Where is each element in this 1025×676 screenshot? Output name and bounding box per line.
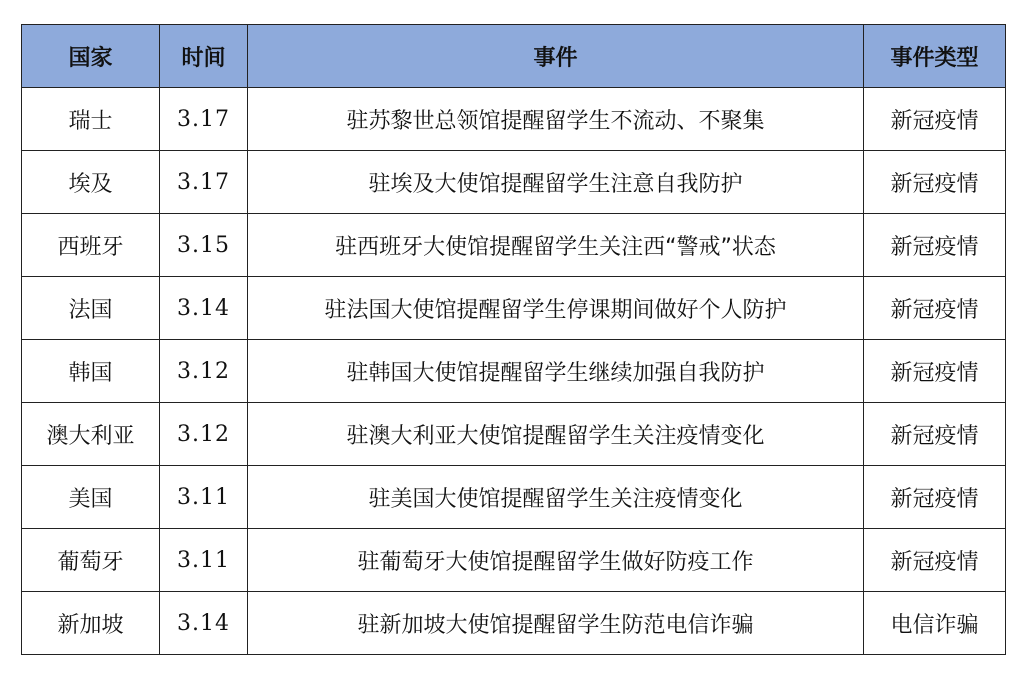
country-cell: 瑞士 bbox=[22, 88, 160, 151]
date-cell: 3.17 bbox=[160, 88, 248, 151]
country-cell: 新加坡 bbox=[22, 592, 160, 655]
embassy-notice-table bbox=[21, 24, 1006, 655]
date-cell: 3.11 bbox=[160, 529, 248, 592]
event-type-cell: 新冠疫情 bbox=[864, 151, 1006, 214]
event-type-cell: 新冠疫情 bbox=[864, 88, 1006, 151]
event-cell: 驻韩国大使馆提醒留学生继续加强自我防护 bbox=[248, 340, 864, 403]
table-row bbox=[22, 151, 1006, 214]
table-row bbox=[22, 214, 1006, 277]
date-cell: 3.12 bbox=[160, 403, 248, 466]
event-cell: 驻澳大利亚大使馆提醒留学生关注疫情变化 bbox=[248, 403, 864, 466]
event-cell: 驻葡萄牙大使馆提醒留学生做好防疫工作 bbox=[248, 529, 864, 592]
header-date: 时间 bbox=[160, 25, 248, 88]
event-cell: 驻法国大使馆提醒留学生停课期间做好个人防护 bbox=[248, 277, 864, 340]
event-cell: 驻埃及大使馆提醒留学生注意自我防护 bbox=[248, 151, 864, 214]
event-type-cell: 新冠疫情 bbox=[864, 214, 1006, 277]
event-cell: 驻新加坡大使馆提醒留学生防范电信诈骗 bbox=[248, 592, 864, 655]
table-header bbox=[22, 25, 1006, 88]
date-cell: 3.12 bbox=[160, 340, 248, 403]
date-cell: 3.11 bbox=[160, 466, 248, 529]
table-row bbox=[22, 529, 1006, 592]
table-body bbox=[22, 88, 1006, 655]
header-country: 国家 bbox=[22, 25, 160, 88]
event-type-cell: 电信诈骗 bbox=[864, 592, 1006, 655]
country-cell: 葡萄牙 bbox=[22, 529, 160, 592]
header-event: 事件 bbox=[248, 25, 864, 88]
event-type-cell: 新冠疫情 bbox=[864, 529, 1006, 592]
country-cell: 西班牙 bbox=[22, 214, 160, 277]
country-cell: 法国 bbox=[22, 277, 160, 340]
header-event-type: 事件类型 bbox=[864, 25, 1006, 88]
country-cell: 澳大利亚 bbox=[22, 403, 160, 466]
table-row bbox=[22, 403, 1006, 466]
country-cell: 韩国 bbox=[22, 340, 160, 403]
event-type-cell: 新冠疫情 bbox=[864, 340, 1006, 403]
event-cell: 驻苏黎世总领馆提醒留学生不流动、不聚集 bbox=[248, 88, 864, 151]
date-cell: 3.15 bbox=[160, 214, 248, 277]
date-cell: 3.14 bbox=[160, 592, 248, 655]
table-row bbox=[22, 340, 1006, 403]
table-row bbox=[22, 88, 1006, 151]
table-row bbox=[22, 466, 1006, 529]
header-row bbox=[22, 25, 1006, 88]
country-cell: 美国 bbox=[22, 466, 160, 529]
table-row bbox=[22, 277, 1006, 340]
event-cell: 驻美国大使馆提醒留学生关注疫情变化 bbox=[248, 466, 864, 529]
table-row bbox=[22, 592, 1006, 655]
event-type-cell: 新冠疫情 bbox=[864, 277, 1006, 340]
event-cell: 驻西班牙大使馆提醒留学生关注西“警戒”状态 bbox=[248, 214, 864, 277]
date-cell: 3.17 bbox=[160, 151, 248, 214]
event-type-cell: 新冠疫情 bbox=[864, 466, 1006, 529]
event-type-cell: 新冠疫情 bbox=[864, 403, 1006, 466]
country-cell: 埃及 bbox=[22, 151, 160, 214]
date-cell: 3.14 bbox=[160, 277, 248, 340]
